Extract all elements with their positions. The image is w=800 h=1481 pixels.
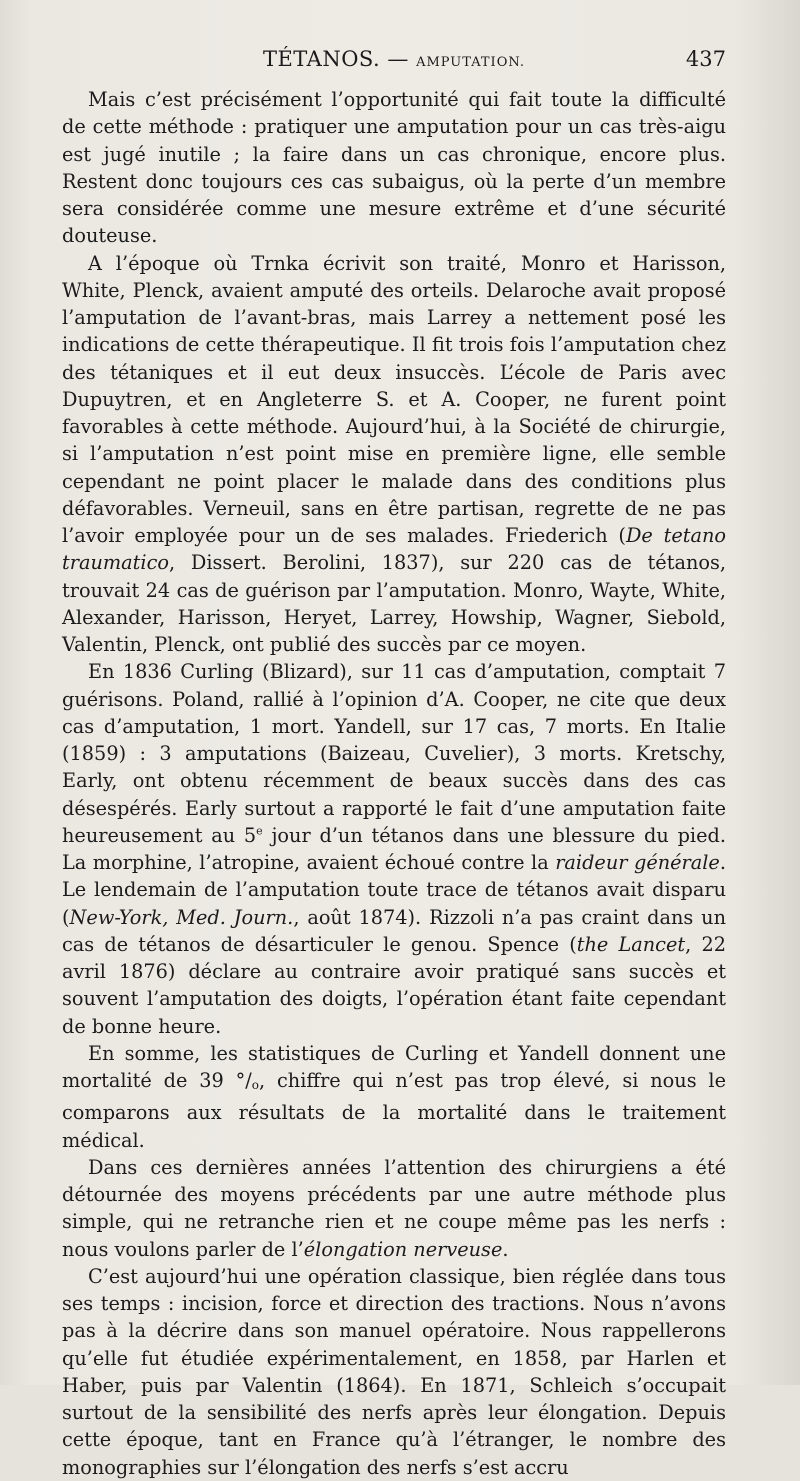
running-head-dash: — <box>380 47 417 71</box>
running-head-main: TÉTANOS. <box>262 47 381 71</box>
italic-text: De tetano traumatico <box>62 524 726 575</box>
italic-text: New-York, Med. Journ. <box>69 905 294 929</box>
paragraph <box>62 86 726 250</box>
italic-text: raideur générale <box>555 851 720 874</box>
italic-text: the Lancet <box>576 932 686 956</box>
running-head-title <box>62 47 726 71</box>
paragraph <box>62 250 726 659</box>
text-run: Dans ces dernières années l’attention des chirurgiens a été détournée des moyens précédents par une autre méthode plus simple, qui ne retranche rien et ne coupe même pas les nerfs : nous voulons parler de l’ <box>62 1155 726 1261</box>
paragraph <box>62 1263 726 1481</box>
text-run: C’est aujourd’hui une opération classique, bien réglée dans tous ses temps : incision, force et direction des tractions. Nous n’avons pas à la décrire dans son manuel opératoire. Nous rappellerons qu’elle fut étudiée expérimentalement, en 1858, par Harlen et Haber, puis par Valentin (1864). En 1871, Schleich s’occupait surtout de la sensibilité des nerfs après leur élongation. Depuis cette époque, tant en France qu’à l’étranger, le nombre des monographies sur l’élongation des nerfs s’est accru <box>62 1264 726 1479</box>
text-run: En 1836 Curling (Blizard), sur 11 cas d’amputation, comptait 7 guérisons. Poland, rallié à l’opinion d’A. Cooper, ne cite que deux cas d’amputation, 1 mort. Yandell, sur 17 cas, 7 morts. En Italie (1859) : 3 amputations (Baizeau, Cuvelier), 3 morts. Kretschy, Early, ont obtenu récemment de beaux succès dans des cas désespérés. Early surtout a rapporté le fait d’une amputation faite heureusement au 5 <box>62 660 726 847</box>
body-text <box>62 86 726 1481</box>
running-head <box>62 47 726 79</box>
italic-text: élongation nerveuse <box>303 1237 503 1261</box>
text-run: A l’époque où Trnka écrivit son traité, Monro et Harisson, White, Plenck, avaient amputé des orteils. Delaroche avait proposé l’amputation de l’avant-bras, mais Larrey a nettement posé les indications de cette thérapeutique. Il fit trois fois l’amputation chez des tétaniques et il eut deux insuccès. L’école de Paris avec Dupuytren, et en Angleterre S. et A. Cooper, ne furent point favorables à cette méthode. Aujourd’hui, à la Société de chirurgie, si l’amputation n’est point mise en première ligne, elle semble cependant ne point placer le malade dans des conditions plus défavorables. Verneuil, sans en être partisan, regrette de ne pas l’avoir employée pour un de ses malades. Friederich ( <box>62 251 726 547</box>
text-run: . <box>502 1237 509 1261</box>
text-run: . Le lendemain de l’amputation toute trace de tétanos avait disparu ( <box>62 851 726 929</box>
text-run: , août 1874). Rizzoli n’a pas craint dans un cas de tétanos de désarticuler le genou. Spence ( <box>62 905 726 956</box>
paragraph <box>62 658 726 1040</box>
subscript: o <box>251 1078 260 1092</box>
paragraph <box>62 1040 726 1154</box>
text-run: jour d’un tétanos dans une blessure du pied. La morphine, l’atropine, avaient échoué contre la <box>62 823 726 874</box>
paragraph <box>62 1154 726 1263</box>
text-run: , Dissert. Berolini, 1837), sur 220 cas de tétanos, trouvait 24 cas de guérison par l’amputation. Monro, Wayte, White, Alexander, Harisson, Heryet, Larrey, Howship, Wagner, Siebold, Valentin, Plenck, ont publié des succès par ce moyen. <box>62 551 726 656</box>
running-head-sub: AMPUTATION. <box>416 55 526 70</box>
text-run: , chiffre qui n’est pas trop élevé, si nous le comparons aux résultats de la mortalité dans le traitement médical. <box>62 1069 727 1152</box>
text-run: , 22 avril 1876) déclare au contraire avoir pratiqué sans succès et souvent l’amputation des doigts, l’opération étant faite cependant de bonne heure. <box>62 932 726 1038</box>
page-number: 437 <box>685 47 726 71</box>
superscript: e <box>256 824 263 838</box>
text-run: En somme, les statistiques de Curling et Yandell donnent une mortalité de 39 °/ <box>62 1041 726 1092</box>
text-run: Mais c’est précisément l’opportunité qui fait toute la difficulté de cette méthode : pratiquer une amputation pour un cas très-aigu est jugé inutile ; la faire dans un cas chronique, encore plus. Restent donc toujours ces cas subaigus, où la perte d’un membre sera considérée comme une mesure extrême et d’une sécurité douteuse. <box>62 88 726 248</box>
